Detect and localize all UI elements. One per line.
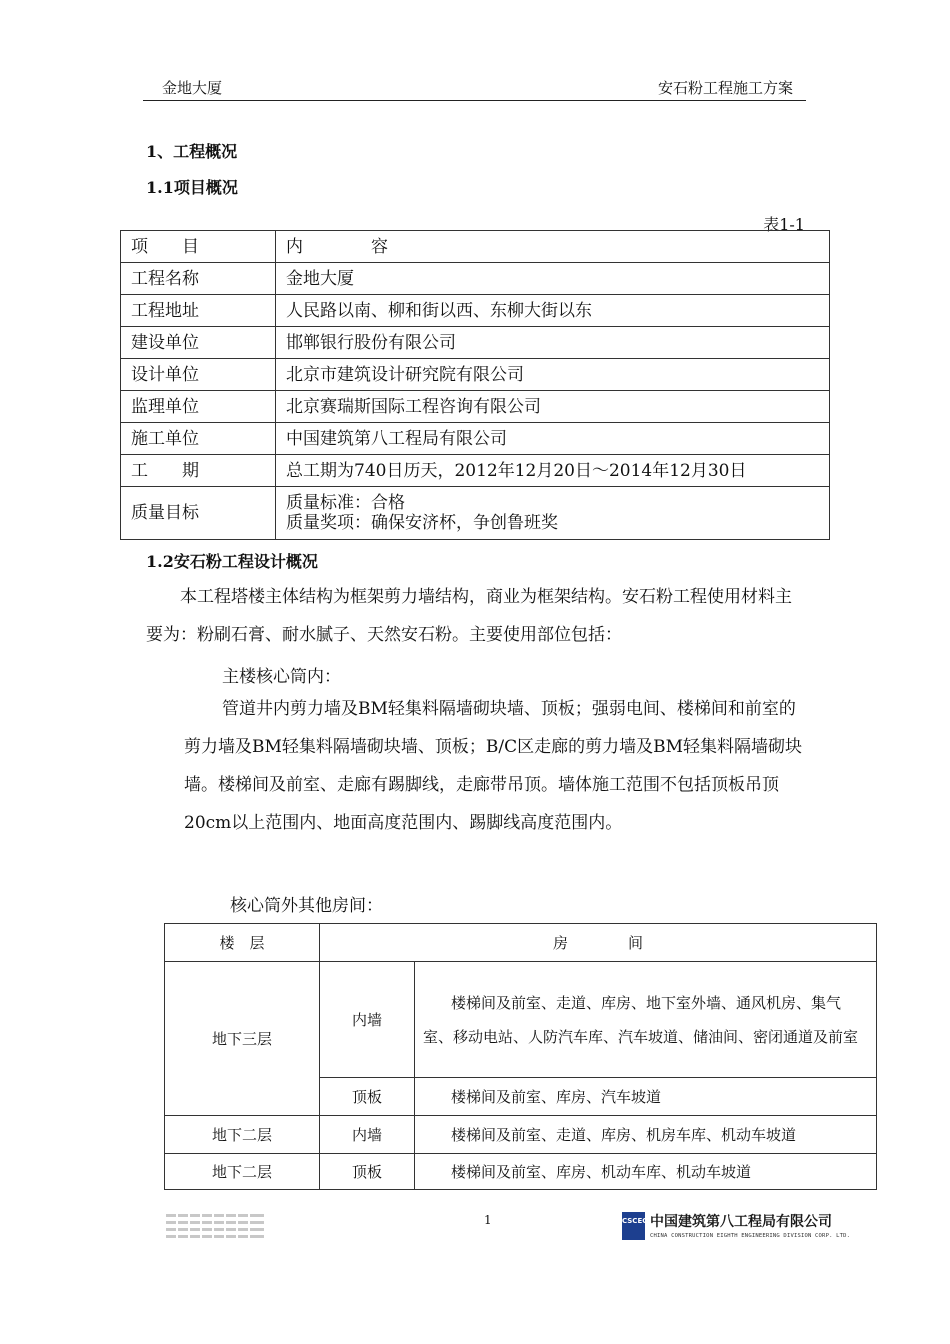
row-value: 中国建筑第八工程局有限公司 bbox=[276, 423, 830, 455]
rooms-cell: 楼梯间及前室、库房、机动车库、机动车坡道 bbox=[415, 1154, 877, 1190]
page-number: 1 bbox=[484, 1213, 492, 1227]
outer-label: 核心筒外其他房间： bbox=[230, 896, 383, 916]
row-key: 工程地址 bbox=[121, 295, 276, 327]
row-value: 北京赛瑞斯国际工程咨询有限公司 bbox=[276, 391, 830, 423]
row-key: 工程名称 bbox=[121, 263, 276, 295]
row-key: 质量目标 bbox=[121, 487, 276, 540]
company-name-cn: 中国建筑第八工程局有限公司 bbox=[650, 1214, 832, 1230]
rooms-cell: 楼梯间及前室、走道、库房、地下室外墙、通风机房、集气室、移动电站、人防汽车库、汽车坡道、储油间、密闭通道及前室 bbox=[415, 962, 877, 1078]
section-1-heading: 1、工程概况 bbox=[146, 142, 238, 161]
section-1-2-heading: 1.2安石粉工程设计概况 bbox=[146, 552, 318, 571]
col-room: 房 间 bbox=[320, 924, 877, 962]
row-key: 施工单位 bbox=[121, 423, 276, 455]
row-key: 建设单位 bbox=[121, 327, 276, 359]
type-cell: 顶板 bbox=[320, 1078, 415, 1116]
table-number: 表1-1 bbox=[763, 215, 805, 234]
row-value: 北京市建筑设计研究院有限公司 bbox=[276, 359, 830, 391]
rooms-table bbox=[164, 923, 877, 1190]
row-value bbox=[276, 487, 830, 540]
table-row bbox=[121, 263, 830, 295]
rooms-cell: 楼梯间及前室、库房、汽车坡道 bbox=[415, 1078, 877, 1116]
floor-cell: 地下二层 bbox=[165, 1154, 320, 1190]
table-row bbox=[121, 391, 830, 423]
core-label: 主楼核心筒内： bbox=[222, 667, 341, 687]
table-header-row bbox=[165, 924, 877, 962]
row-value: 邯郸银行股份有限公司 bbox=[276, 327, 830, 359]
row-value: 金地大厦 bbox=[276, 263, 830, 295]
table-header-row bbox=[121, 231, 830, 263]
header-left-title: 金地大厦 bbox=[162, 79, 223, 97]
col-floor: 楼 层 bbox=[165, 924, 320, 962]
row-value: 人民路以南、柳和街以西、东柳大街以东 bbox=[276, 295, 830, 327]
quality-standard: 质量标准：合格 bbox=[286, 493, 405, 513]
intro-paragraph: 本工程塔楼主体结构为框架剪力墙结构，商业为框架结构。安石粉工程使用材料主要为：粉刷石膏、耐水腻子、天然安石粉。主要使用部位包括： bbox=[146, 587, 792, 645]
table-row bbox=[165, 962, 877, 1078]
header-content: 内 容 bbox=[276, 231, 830, 263]
row-key: 工 期 bbox=[121, 455, 276, 487]
row-value: 总工期为740日历天，2012年12月20日～2014年12月30日 bbox=[276, 455, 830, 487]
section-1-1-heading: 1.1项目概况 bbox=[146, 178, 238, 197]
company-logo-icon bbox=[622, 1212, 648, 1240]
header-item: 项 目 bbox=[121, 231, 276, 263]
project-overview-table bbox=[120, 230, 830, 540]
quality-award: 质量奖项：确保安济杯，争创鲁班奖 bbox=[286, 513, 558, 533]
footer-stripes-icon bbox=[166, 1212, 264, 1242]
table-row bbox=[121, 359, 830, 391]
table-row bbox=[121, 423, 830, 455]
table-row bbox=[165, 1116, 877, 1154]
row-key: 设计单位 bbox=[121, 359, 276, 391]
row-key: 监理单位 bbox=[121, 391, 276, 423]
logo-mark: CSCEC bbox=[622, 1217, 648, 1225]
floor-cell: 地下二层 bbox=[165, 1116, 320, 1154]
table-row bbox=[121, 487, 830, 540]
type-cell: 内墙 bbox=[320, 1116, 415, 1154]
header-rule bbox=[143, 100, 806, 101]
type-cell: 顶板 bbox=[320, 1154, 415, 1190]
table-row bbox=[165, 1154, 877, 1190]
company-name-en: CHINA CONSTRUCTION EIGHTH ENGINEERING DIVISION CORP. LTD. bbox=[650, 1233, 851, 1239]
floor-cell: 地下三层 bbox=[165, 962, 320, 1116]
table-row bbox=[121, 295, 830, 327]
table-row bbox=[121, 327, 830, 359]
header-right-title: 安石粉工程施工方案 bbox=[657, 79, 793, 97]
table-row bbox=[121, 455, 830, 487]
rooms-cell: 楼梯间及前室、走道、库房、机房车库、机动车坡道 bbox=[415, 1116, 877, 1154]
type-cell: 内墙 bbox=[320, 962, 415, 1078]
core-paragraph: 管道井内剪力墙及BM轻集料隔墙砌块墙、顶板；强弱电间、楼梯间和前室的剪力墙及BM轻集料隔墙砌块墙、顶板；B/C区走廊的剪力墙及BM轻集料隔墙砌块墙。楼梯间及前室、走廊有踢脚线，走廊带吊顶。墙体施工范围不包括顶板吊顶20cm以上范围内、地面高度范围内、踢脚线高度范围内。 bbox=[184, 699, 803, 833]
